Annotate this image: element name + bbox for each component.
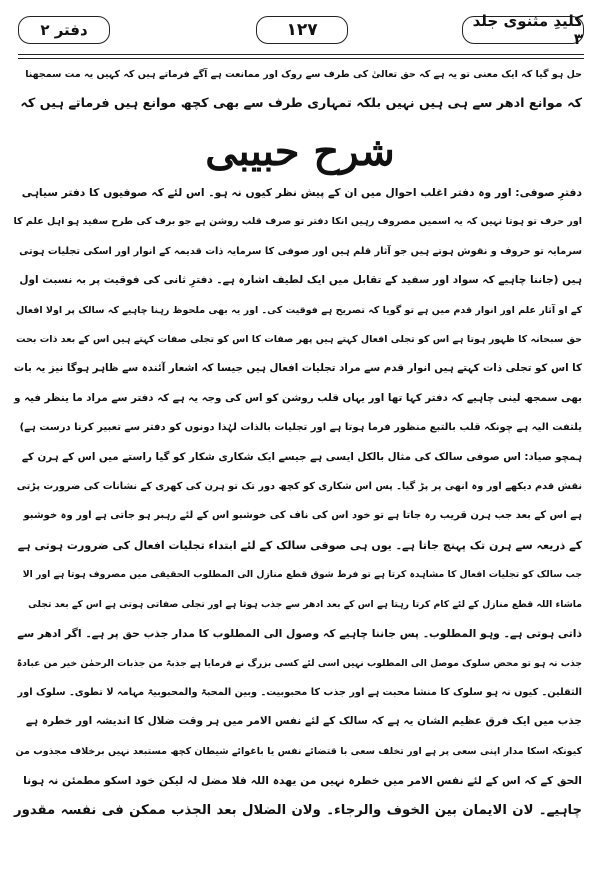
text-line: الحق کے کہ اس کے لئے نفس الامر میں خطرہ نہیں من یھدہ اللہ فلا مضل لہ لیکن خود اسکو مطمئن نہ ہونا	[23, 774, 582, 788]
page-header	[18, 12, 584, 50]
text-line: ہیں (جاننا چاہیے کہ سواد اور سفید کے تقابل میں ایک لطیف اشارہ ہے۔ دفترِ ثانی کی فوقیت پر بہ نسبت اول	[19, 274, 582, 287]
text-line: اور حرف تو ہوتا نہیں کہ یہ اسمیں مصروف رہیں انکا دفتر تو صرف قلب روشن ہے جو برف کی طرح سفید ہو اہل علم کا	[13, 216, 582, 228]
header-rule-thin	[18, 58, 584, 59]
commentary-body	[14, 178, 582, 825]
text-line: ذاتی ہوتی ہے۔ وہو المطلوب۔ پس جاننا چاہیے کہ وصول الی المطلوب کا مدار جذب حق پر ہے۔ اگر ادھر سے	[17, 627, 582, 641]
intro-paragraph	[14, 60, 582, 119]
text-line: الثقلین۔ کیوں نہ ہو سلوک کا منشا محبت ہے اور جذب کا محبوبیت۔ وبین المحبۃ والمحبوبیۃ مہامہ لا تطوی۔ سلوک اور	[17, 686, 582, 698]
text-line: چاہیے۔ لان الایمان بین الخوف والرجاء۔ ولان الضلال بعد الجذب ممکن فی نفسہ مقدور	[14, 802, 582, 818]
text-line: جذب نہ ہو تو محض سلوک موصل الی المطلوب نہیں اسی لئے کسی بزرگ نے فرمایا ہے جذبۃ من جذبات الرحمٰن خیر من عبادۃ	[16, 657, 582, 669]
text-line: نقش قدم دیکھے اور وہ انھی پر پڑ گیا۔ پس اس شکاری کو کچھ دور تک تو ہرن کی کھری کے نشانات کی ضرورت پڑتی	[16, 481, 582, 493]
text-line: ماشاء اللہ قطع منازل کے لئے کام کرتا رہتا ہے اس کے بعد ادھر سے جذب ہوتا ہے اور تجلی صفاتی ہوتی ہے اس کے بعد تجلی	[28, 598, 582, 610]
text-line: دفترِ صوفی: اور وہ دفتر اغلب احوال میں ان کے پیش نظر کیوں نہ ہو۔ اس لئے کہ صوفیوں کا دفتر سیاہی	[21, 186, 582, 199]
volume-frame: دفتر ۲	[18, 16, 110, 44]
book-title-frame: کلیدِ مثنوی جلد ۳	[462, 16, 584, 44]
text-line: ہے اس کے بعد جب ہرن قریب رہ جاتا ہے تو خود اس کی ناف کی خوشبو اس کے لئے رہبر ہو جاتی ہے اور وہ خوشبو	[23, 510, 582, 522]
text-line: سرمایہ تو حروف و نقوش ہوتے ہیں جو آثار قلم ہیں اور صوفی کا سرمایہ ذات قدیمہ کے انوار اور اسکی تجلیات ہوتی	[19, 245, 582, 257]
text-line: جذب میں ایک فرق عظیم الشان یہ ہے کہ سالک کے لئے نفس الامر میں ہر وقت ضلال کا اندیشہ اور خطرہ ہے	[25, 715, 582, 728]
text-line: کہ موانع ادھر سے ہی ہیں نہیں بلکہ تمہاری طرف سے بھی کچھ موانع ہیں فرماتے ہیں کہ	[20, 96, 582, 112]
text-line: بھی سمجھ لینی چاہیے کہ دفتر کہا تھا اور یہاں قلب روشن کو اس کی وجہ یہ ہے کہ دفتر سے مراد ما ینظر فیہ و	[14, 391, 582, 404]
header-rule	[18, 54, 584, 55]
section-heading: شرح حبیبی	[205, 128, 395, 175]
text-line: کا اس کو تجلی ذات کہتے ہیں انوار قدم سے مراد تجلیات افعال ہیں جیسا کہ اشعار آئندہ سے ظاہر ہوگا نیز یہ بات	[13, 362, 582, 375]
text-line: کے او آثار علم اور انوار قدم میں ہے تو گویا کہ تصریح ہے فوقیت کی۔ اور یہ بھی ملحوظ رہنا چاہیے کہ سالک پر اولا افعال	[15, 304, 582, 316]
text-line: کے ذریعہ سے ہرن تک پہنچ جاتا ہے۔ یوں ہی صوفی سالک کے لئے ابتداء تجلیات افعال کی ضرورت ہوتی ہے	[17, 538, 582, 552]
text-line: حق سبحانہ کا ظہور ہوتا ہے اس کو تجلی افعال کہتے ہیں پھر صفات کا اس کو تجلی صفات کہتے ہیں اس کے بعد ذات بحت	[15, 334, 582, 346]
text-line: ہمچو صیاد: اس صوفی سالک کی مثال بالکل ایسی ہے جیسے ایک شکاری شکار کو گیا راستے میں اس کے ہرن کے	[21, 450, 582, 463]
text-line: حل ہو گیا کہ ایک معنی تو یہ ہے کہ حق تعالیٰ کی طرف سے روک اور ممانعت ہے آگے فرماتے ہیں کہ کہیں یہ مت سمجھنا	[25, 69, 582, 80]
page-number: ۱۲۷	[256, 16, 348, 44]
text-line: کیونکہ اسکا مدار اپنی سعی پر ہے اور تخلف سعی با قتضائے نفس یا باغوائے شیطان کچھ مستبعد نہیں برخلاف مجذوب من	[15, 745, 582, 757]
text-line: یلتفت الیہ ہے چونکہ قلب بالتبع منظور فرما ہوتا ہے اور تجلیات بالذات لہٰذا دونوں کو دفتر سے تعبیر کرنا درست ہے)	[19, 422, 582, 434]
text-line: جب سالک کو تجلیات افعال کا مشاہدہ کرتا ہے تو فرط شوق قطع منازل الی المطلوب الحقیقی میں مصروف ہوتا ہے اور الا	[22, 569, 582, 581]
